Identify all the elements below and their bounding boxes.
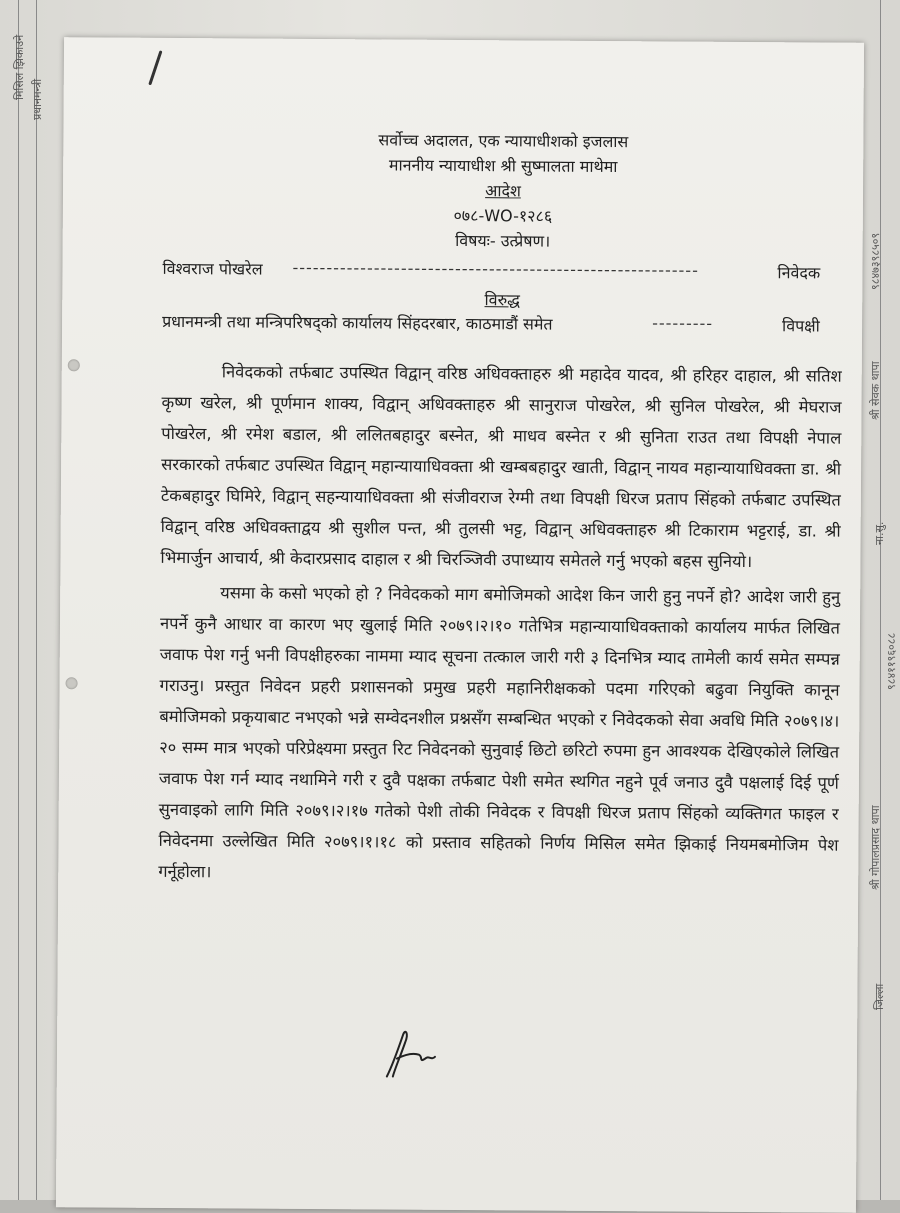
edge-phone-2: ९८४११९६०८८ bbox=[885, 632, 898, 690]
judge-name: माननीय न्यायाधीश श्री सुष्मालता माथेमा bbox=[388, 155, 618, 177]
edge-name-1: श्री सेवक थापा bbox=[869, 361, 882, 420]
petitioner-dashes: ------------------------------------------------------------ bbox=[292, 257, 699, 280]
respondent-role: विपक्षी bbox=[782, 316, 820, 336]
petitioner-role: निवेदक bbox=[777, 263, 821, 283]
paragraph-order: यसमा के कसो भएको हो ? निवेदकको माग बमोजिमको आदेश किन जारी हुनु नपर्ने हो? आदेश जारी हुनु नपर्ने कुनै आधार वा कारण भए खुलाई मिति २०७९।२।१० गतेभित्र महान्यायाधिवक्ताको कार्यालय मार्फत लिखित जवाफ पेश गर्नु भनी विपक्षीहरुका नाममा म्याद सूचना तत्काल जारी गरी ३ दिनभित्र म्याद तामेली कार्य समेत सम्पन्न गराउनु। प्रस्तुत निवेदन प्रहरी प्रशासनको प्रमुख प्रहरी महानिरीक्षकको पदमा गरिएको बढुवा नियुक्ति कानून बमोजिमको प्रकृयाबाट नभएको भन्ने सम्वेदनशील प्रश्नसँग सम्बन्धित भएको र निवेदकको सेवा अवधि मिति २०७९।४।२० सम्म मात्र भएको परिप्रेक्ष्यमा प्रस्तुत रिट निवेदनको सुनुवाई छिटो छरिटो रुपमा हुन आवश्यक देखिएकोले लिखित जवाफ पेश गर्न म्याद नथामिने गरी र दुवै पक्षका तर्फबाट पेशी समेत स्थगित नहुने पूर्व जनाउ दुवै पक्षलाई दिई पूर्ण सुनवाइको लागि मिति २०७९।२।१७ गतेको पेशी तोकी निवेदक र विपक्षी धिरज प्रताप सिंहको व्यक्तिगत फाइल र निवेदनमा उल्लेखित मिति २०७९।१।१८ को प्रस्ताव सहितको निर्णय मिसिल समेत झिकाई नियमबमोजिम पेश गर्नूहोला। bbox=[158, 583, 841, 882]
order-document bbox=[56, 37, 864, 1213]
signature-icon bbox=[379, 1024, 439, 1088]
pen-stroke bbox=[148, 50, 162, 85]
punch-hole bbox=[66, 677, 78, 689]
versus-text: विरुद्ध bbox=[484, 290, 521, 310]
ledger-rule bbox=[36, 0, 37, 1200]
petitioner-row bbox=[162, 257, 842, 288]
edge-note-left-2: प्रधानमन्त्री bbox=[31, 78, 44, 120]
paragraph-hearing: निवेदकको तर्फबाट उपस्थित विद्वान् वरिष्ठ अधिवक्ताहरु श्री महादेव यादव, श्री हरिहर दाहाल, श्री सतिश कृष्ण खरेल, श्री पूर्णमान शाक्य, विद्वान् अधिवक्ताहरु श्री सानुराज पोखरेल, श्री सुनिल पोखरेल, श्री मेघराज पोखरेल, श्री रमेश बडाल, श्री ललितबहादुर बस्नेत, श्री माधव बस्नेत र श्री सुनिता राउत तथा विपक्षी नेपाल सरकारको तर्फबाट उपस्थित विद्वान् महान्यायाधिवक्ता श्री खम्बबहादुर खाती, विद्वान् नायव महान्यायाधिवक्ता डा. श्री टेकबहादुर घिमिरे, विद्वान् सहन्यायाधिवक्ता श्री संजीवराज रेग्मी तथा विपक्षी धिरज प्रताप सिंहको तर्फबाट उपस्थित विद्वान् वरिष्ठ अधिवक्ताद्वय श्री सुशील पन्त, श्री तुलसी भट्ट, विद्वान् अधिवक्ताहरु श्री टिकाराम भट्टराई, डा. श्री भिमार्जुन आचार्य, श्री केदारप्रसाद दाहाल र श्री चिरञ्जिवी उपाध्याय समेतले गर्नु भएको बहस सुनियो। bbox=[160, 362, 842, 572]
edge-note-left: मिसिल झिकाउने bbox=[13, 34, 26, 100]
document-body bbox=[158, 126, 843, 892]
edge-label-2: जिल्ला bbox=[873, 983, 886, 1010]
edge-phone-1: ९८४७३९८५०९ bbox=[869, 232, 882, 290]
edge-name-2: श्री गोपालप्रसाद थापा bbox=[869, 805, 882, 890]
respondent-row bbox=[162, 310, 842, 341]
order-title-text: आदेश bbox=[485, 181, 521, 201]
punch-hole bbox=[68, 359, 80, 371]
petitioner-name: विश्वराज पोखरेल bbox=[162, 258, 263, 279]
ledger-rule bbox=[880, 0, 881, 1200]
case-number: ०७८-WO-१२८६ bbox=[453, 205, 553, 226]
subject-line: विषयः- उत्प्रेषण। bbox=[455, 230, 551, 251]
ledger-rule bbox=[18, 0, 19, 1200]
court-name: सर्वोच्च अदालत, एक न्यायाधीशको इजलास bbox=[378, 130, 629, 152]
respondent-name: प्रधानमन्त्री तथा मन्त्रिपरिषद्को कार्यालय सिंहदरबार, काठमाडौं समेत bbox=[162, 311, 553, 334]
respondent-dashes: --------- bbox=[652, 313, 714, 333]
edge-label-1: ना.सु. bbox=[873, 521, 886, 545]
